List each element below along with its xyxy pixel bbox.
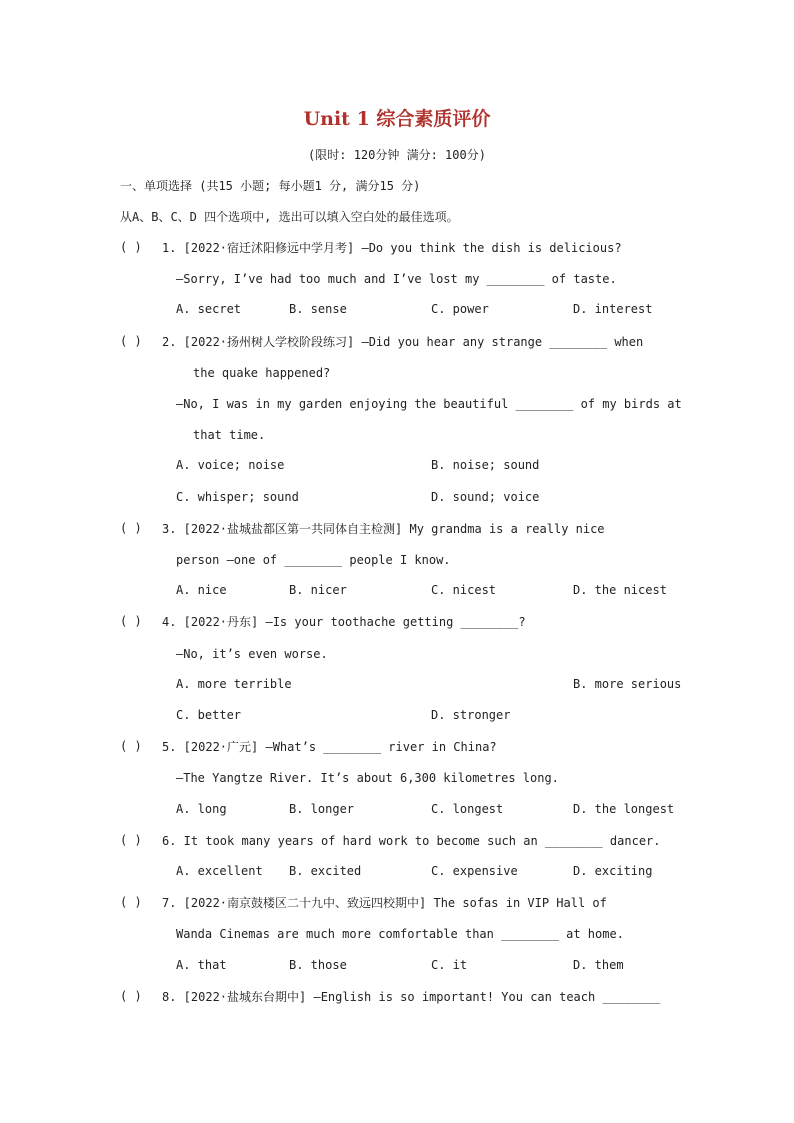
answer-bracket[interactable]: ( ) xyxy=(120,989,142,1003)
option-c[interactable]: C. power xyxy=(431,302,489,316)
option-c[interactable]: C. whisper; sound xyxy=(176,490,299,504)
answer-bracket[interactable]: ( ) xyxy=(120,240,142,254)
question-2-line: —No, I was in my garden enjoying the beautiful ________ of my birds at xyxy=(176,397,682,411)
option-d[interactable]: D. exciting xyxy=(573,864,653,878)
question-4-line: —No, it’s even worse. xyxy=(176,647,328,661)
option-b[interactable]: B. sense xyxy=(289,302,347,316)
question-2-line: the quake happened? xyxy=(193,366,331,380)
option-c[interactable]: C. longest xyxy=(431,802,504,816)
option-b[interactable]: B. longer xyxy=(289,802,355,816)
option-a[interactable]: A. secret xyxy=(176,302,242,316)
option-b[interactable]: B. excited xyxy=(289,864,362,878)
question-2-line: that time. xyxy=(193,428,266,442)
answer-bracket[interactable]: ( ) xyxy=(120,334,142,348)
option-a[interactable]: A. that xyxy=(176,958,227,972)
option-c[interactable]: C. it xyxy=(431,958,468,972)
answer-bracket[interactable]: ( ) xyxy=(120,895,142,909)
answer-bracket[interactable]: ( ) xyxy=(120,833,142,847)
option-c[interactable]: C. better xyxy=(176,708,242,722)
question-2-stem: 2. [2022·扬州树人学校阶段练习] —Did you hear any strange ________ when xyxy=(162,335,644,349)
question-1-stem: 1. [2022·宿迁沭阳修远中学月考] —Do you think the dish is delicious? xyxy=(162,241,622,255)
question-3-line: person —one of ________ people I know. xyxy=(176,553,451,567)
question-7-stem: 7. [2022·南京鼓楼区二十九中、致远四校期中] The sofas in VIP Hall of xyxy=(162,896,607,910)
question-7-line: Wanda Cinemas are much more comfortable than ________ at home. xyxy=(176,927,624,941)
question-8-stem: 8. [2022·盐城东台期中] —English is so important! You can teach ________ xyxy=(162,990,661,1004)
question-4-stem: 4. [2022·丹东] —Is your toothache getting ________? xyxy=(162,615,526,629)
question-6-stem: 6. It took many years of hard work to become such an ________ dancer. xyxy=(162,834,661,848)
option-a[interactable]: A. excellent xyxy=(176,864,263,878)
time-score-info: (限时: 120分钟 满分: 100分) xyxy=(308,148,486,162)
question-3-stem: 3. [2022·盐城盐都区第一共同体自主检测] My grandma is a really nice xyxy=(162,522,605,536)
page-title: Unit 1 综合素质评价 xyxy=(303,108,491,130)
option-d[interactable]: D. the longest xyxy=(573,802,675,816)
option-d[interactable]: D. sound; voice xyxy=(431,490,540,504)
option-d[interactable]: D. interest xyxy=(573,302,653,316)
option-d[interactable]: D. the nicest xyxy=(573,583,667,597)
section-heading: 一、单项选择 (共15 小题; 每小题1 分, 满分15 分) xyxy=(120,179,421,193)
answer-bracket[interactable]: ( ) xyxy=(120,521,142,535)
option-a[interactable]: A. long xyxy=(176,802,227,816)
option-c[interactable]: C. expensive xyxy=(431,864,518,878)
option-a[interactable]: A. nice xyxy=(176,583,227,597)
option-b[interactable]: B. noise; sound xyxy=(431,458,540,472)
question-5-stem: 5. [2022·广元] —What’s ________ river in China? xyxy=(162,740,497,754)
option-a[interactable]: A. more terrible xyxy=(176,677,292,691)
option-a[interactable]: A. voice; noise xyxy=(176,458,285,472)
option-c[interactable]: C. nicest xyxy=(431,583,497,597)
answer-bracket[interactable]: ( ) xyxy=(120,614,142,628)
option-b[interactable]: B. nicer xyxy=(289,583,347,597)
option-b[interactable]: B. those xyxy=(289,958,347,972)
section-instruction: 从A、B、C、D 四个选项中, 选出可以填入空白处的最佳选项。 xyxy=(120,210,459,224)
question-1-line: —Sorry, I’ve had too much and I’ve lost my ________ of taste. xyxy=(176,272,617,286)
option-b[interactable]: B. more serious xyxy=(573,677,682,691)
option-d[interactable]: D. them xyxy=(573,958,624,972)
question-5-line: —The Yangtze River. It’s about 6,300 kilometres long. xyxy=(176,771,559,785)
option-d[interactable]: D. stronger xyxy=(431,708,511,722)
answer-bracket[interactable]: ( ) xyxy=(120,739,142,753)
